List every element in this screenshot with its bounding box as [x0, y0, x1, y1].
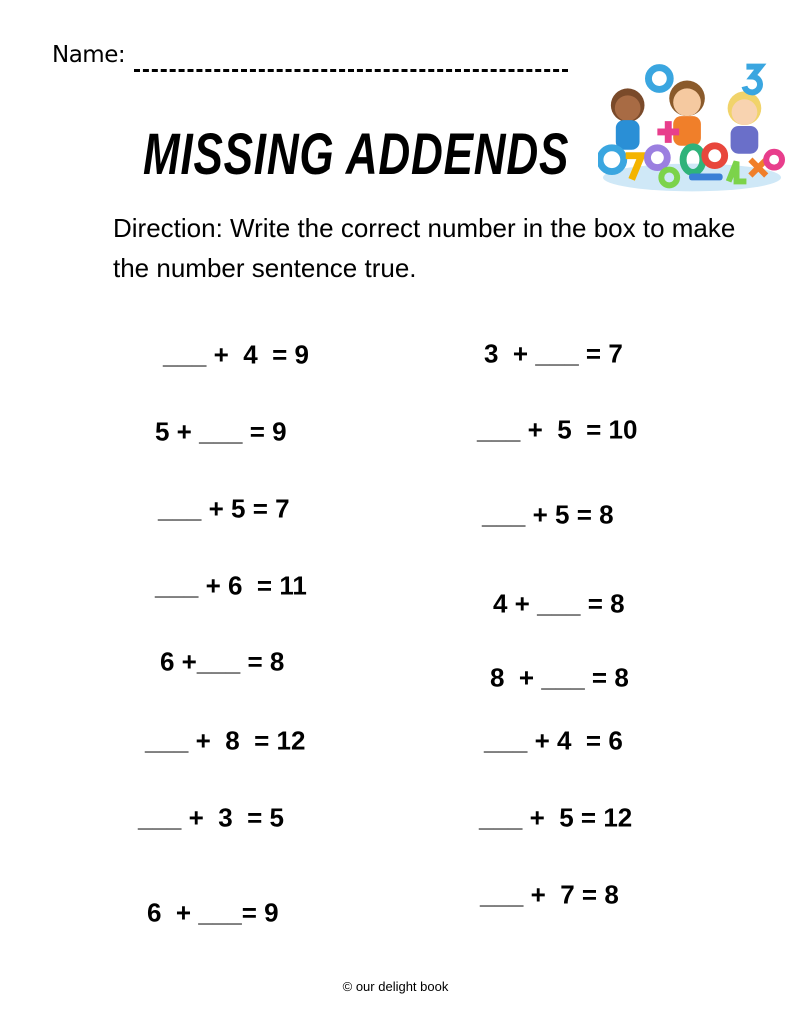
- copyright-footer: © our delight book: [342, 979, 449, 994]
- name-input-line[interactable]: [134, 45, 568, 72]
- equation-left-4[interactable]: ___ + 6 = 11: [155, 570, 307, 601]
- equation-right-2[interactable]: ___ + 5 = 10: [477, 414, 638, 445]
- equation-left-8[interactable]: 6 + ___= 9: [147, 897, 279, 928]
- equation-right-4[interactable]: 4 + ___ = 8: [493, 588, 625, 619]
- direction-text: Direction: Write the correct number in the box to make the number sentence true.: [113, 213, 736, 283]
- equation-left-5[interactable]: 6 +___ = 8: [160, 646, 285, 677]
- equation-left-7[interactable]: ___ + 3 = 5: [138, 802, 285, 833]
- equation-left-3[interactable]: ___ + 5 = 7: [158, 493, 290, 524]
- equation-right-6[interactable]: ___ + 4 = 6: [484, 725, 623, 756]
- equation-right-1[interactable]: 3 + ___ = 7: [484, 338, 623, 369]
- equation-left-1[interactable]: ___ + 4 = 9: [163, 339, 310, 370]
- worksheet-title: MISSING ADDENDS: [143, 122, 570, 187]
- equation-left-6[interactable]: ___ + 8 = 12: [145, 725, 306, 756]
- equation-right-7[interactable]: ___ + 5 = 12: [479, 802, 633, 833]
- kids-with-numbers-illustration: [598, 60, 786, 195]
- equation-right-8[interactable]: ___ + 7 = 8: [480, 879, 619, 910]
- equation-left-2[interactable]: 5 + ___ = 9: [155, 416, 287, 447]
- equation-right-5[interactable]: 8 + ___ = 8: [490, 662, 629, 693]
- equation-right-3[interactable]: ___ + 5 = 8: [482, 499, 614, 530]
- name-label: Name:: [52, 42, 126, 68]
